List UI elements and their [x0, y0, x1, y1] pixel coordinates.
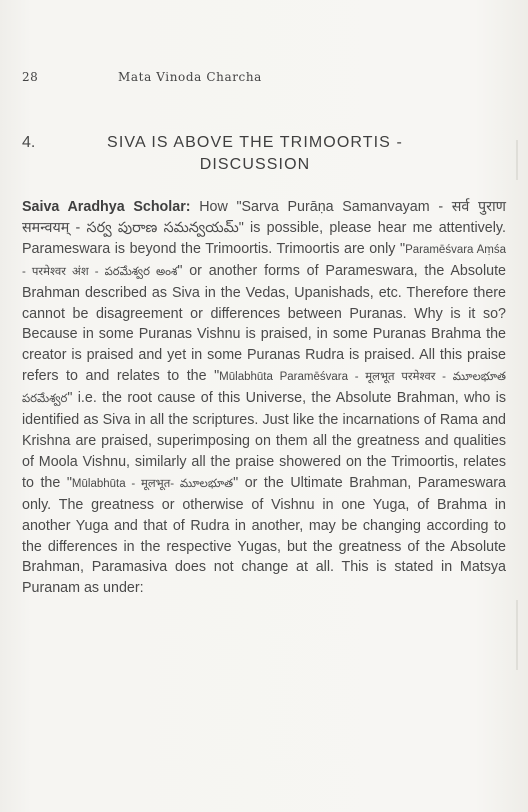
section-title-line-1: SIVA IS ABOVE THE TRIMOORTIS -	[107, 134, 403, 151]
scan-edge-mark	[516, 600, 518, 670]
body-paragraph	[22, 197, 506, 599]
body-segment-3: " or another forms of Parameswara, the Absolute Brahman described as Siva in the Vedas, Upanishads, etc. Therefore there cannot be disagreement or differences between Puranas. Why is it so? Because in some Puranas Vishnu is praised, in some Puranas Brahma the creator is praised and yet in some Puranas Rudra is praised. All this praise refers to and relates to the "	[22, 262, 506, 385]
section-title	[60, 132, 450, 176]
running-title: Mata Vinoda Charcha	[118, 70, 262, 84]
speaker-label: Saiva Aradhya Scholar:	[22, 199, 191, 215]
body-segment-5: " i.e. the root cause of this Universe, the Absolute Brahman, who is identified as Siva in all the scriptures. Just like the incarnations of Rama and Krishna are praised, superimposing on them all the greatness and qualities of Moola Vishnu, similarly all the praise showered on the Trimoortis, relates to the "	[22, 390, 506, 491]
body-text	[22, 197, 506, 599]
body-segment-1: How "Sarva Purāṇa Samanvayam - सर्व पुराण समन्वयम् - సర్వ పురాణ సమన్వయమ్" is possible, please hear me attentively. Parameswara is beyond the Trimoortis. Trimoortis are only "	[22, 199, 506, 257]
body-segment-6: Mūlabhūta - मूलभूत- మూలభూత	[71, 477, 234, 490]
scan-edge-mark	[516, 140, 518, 180]
section-number: 4.	[22, 134, 36, 151]
body-segment-7: " or the Ultimate Brahman, Parameswara only. The greatness or otherwise of Vishnu in one Yuga, of Brahma in another Yuga and that of Rudra in another, may be changing according to the differences in the respective Yugas, but the greatness of the Absolute Brahman, Paramasiva does not change at all. This is stated in Matsya Puranam as under:	[22, 474, 506, 597]
page-number: 28	[22, 70, 39, 84]
body-segment-2: Paramēśvara Aṃśa - परमेश्वर अंश - పరమేశ్వర అంశ	[22, 243, 506, 278]
section-title-line-2: DISCUSSION	[199, 156, 311, 173]
body-segment-4: Mūlabhūta Paramēśvara - मूलभूत परमेश्वर - మూలభూత పరమేశ్వర	[22, 371, 506, 406]
